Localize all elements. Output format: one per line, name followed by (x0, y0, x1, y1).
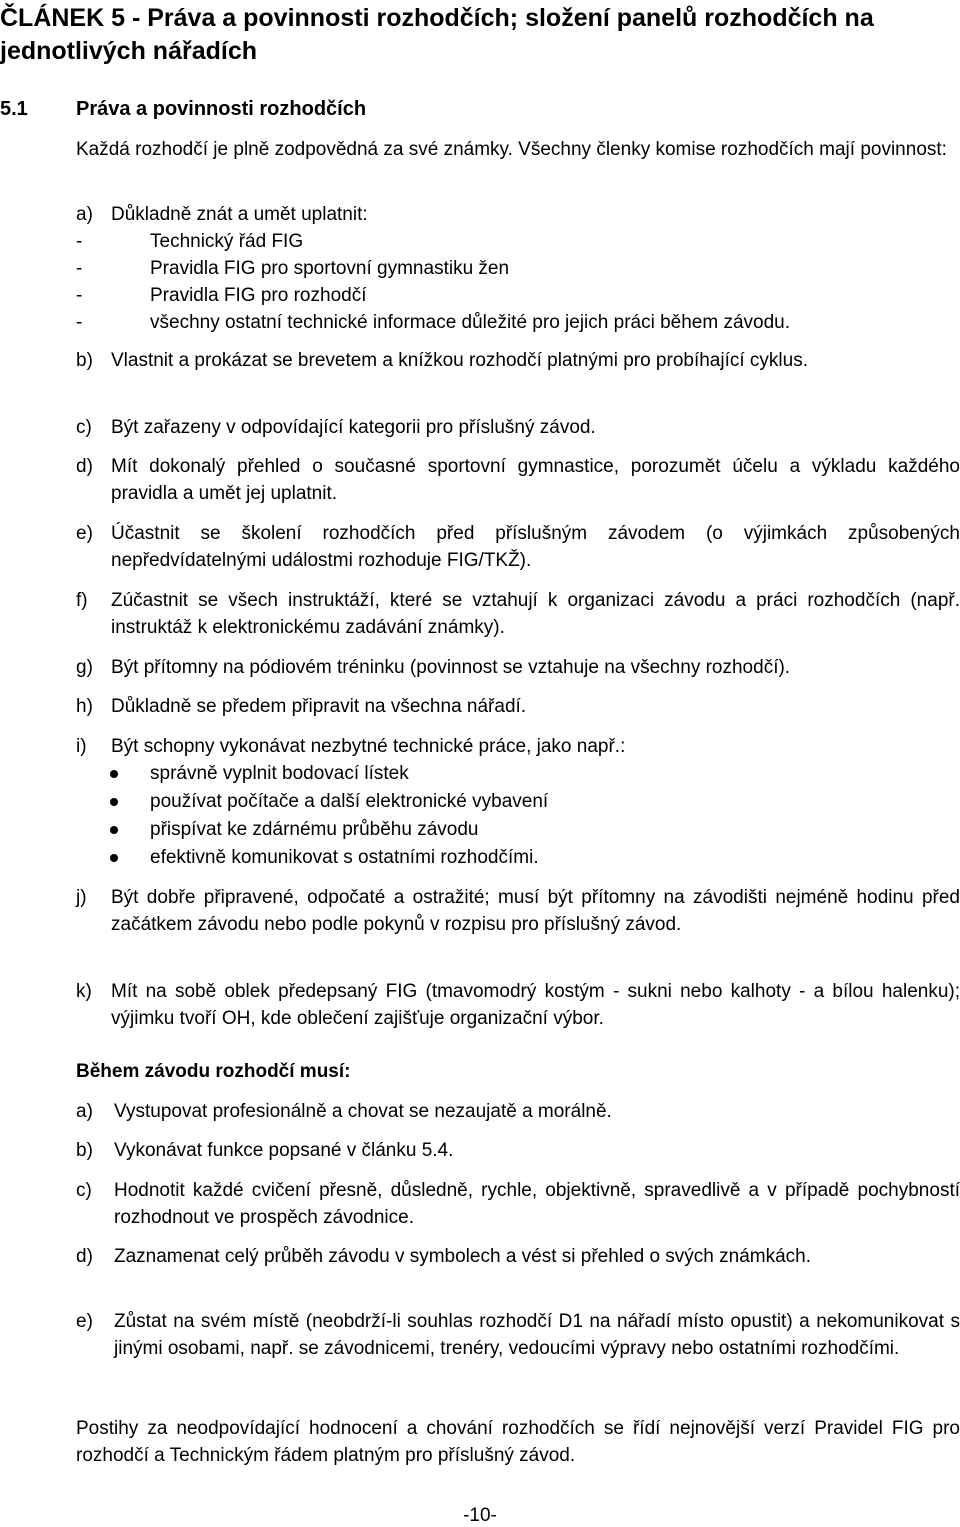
rule-item: Pravidla FIG pro sportovní gymnastiku žen (150, 258, 510, 279)
during-d-label: d) (76, 1246, 93, 1267)
duty-i-label: i) (76, 736, 87, 757)
bullet-icon (110, 770, 118, 778)
closing-paragraph: Postihy za neodpovídající hodnocení a chování rozhodčích se řídí nejnovější verzí Pravidel FIG pro rozhodčí a Technickým řádem platným pro příslušný závod. (76, 1418, 960, 1466)
duty-g-text: Být přítomny na pódiovém tréninku (povinnost se vztahuje na všechny rozhodčí). (111, 657, 791, 678)
duty-h-label: h) (76, 696, 93, 717)
duty-a-label: a) (76, 204, 93, 225)
during-c-text: Hodnotit každé cvičení přesně, důsledně, rychle, objektivně, spravedlivě a v případě pochybností rozhodnout ve prospěch závodnice. (114, 1180, 960, 1228)
rule-item: Technický řád FIG (150, 231, 304, 252)
during-heading: Během závodu rozhodčí musí: (76, 1061, 351, 1082)
during-e-label: e) (76, 1311, 93, 1332)
duty-h-text: Důkladně se předem připravit na všechna nářadí. (111, 696, 527, 717)
dash-marker: - (76, 285, 83, 306)
during-a-label: a) (76, 1101, 93, 1122)
article-title: ČLÁNEK 5 - Práva a povinnosti rozhodčích; složení panelů rozhodčích na jednotlivých nářadích (0, 4, 874, 65)
skill-item: přispívat ke zdárnému průběhu závodu (150, 819, 479, 840)
duty-k-label: k) (76, 981, 92, 1002)
bullet-icon (110, 798, 118, 806)
section-heading-text: Práva a povinnosti rozhodčích (76, 98, 367, 120)
during-b-label: b) (76, 1140, 93, 1161)
duty-i-text: Být schopny vykonávat nezbytné technické práce, jako např.: (111, 736, 626, 757)
duty-f-label: f) (76, 590, 88, 611)
duty-c-text: Být zařazeny v odpovídající kategorii pro příslušný závod. (111, 417, 596, 438)
skill-item: používat počítače a další elektronické vybavení (150, 791, 549, 812)
section-number: 5.1 (0, 98, 28, 120)
duty-b-text: Vlastnit a prokázat se brevetem a knížkou rozhodčí platnými pro probíhající cyklus. (111, 350, 808, 371)
during-a-text: Vystupovat profesionálně a chovat se nezaujatě a morálně. (114, 1101, 612, 1122)
dash-marker: - (76, 258, 83, 279)
duty-e-label: e) (76, 523, 93, 544)
bullet-icon (110, 826, 118, 834)
duty-j-text: Být dobře připravené, odpočaté a ostražité; musí být přítomny na závodišti nejméně hodinu před začátkem závodu nebo podle pokynů v rozpisu pro příslušný závod. (111, 887, 960, 935)
duty-c-label: c) (76, 417, 92, 438)
duty-d-text: Mít dokonalý přehled o současné sportovní gymnastice, porozumět účelu a výkladu každého pravidla a umět jej uplatnit. (111, 456, 960, 504)
skill-item: efektivně komunikovat s ostatními rozhodčími. (150, 847, 539, 868)
duty-f-text: Zúčastnit se všech instruktáží, které se vztahují k organizaci závodu a práci rozhodčích (např. instruktáž k elektronickému zadávání známky). (111, 590, 960, 638)
during-d-text: Zaznamenat celý průběh závodu v symbolech a vést si přehled o svých známkách. (114, 1246, 812, 1267)
duty-e-text: Účastnit se školení rozhodčích před příslušným závodem (o výjimkách způsobených nepředvídatelnými událostmi rozhoduje FIG/TKŽ). (111, 523, 960, 571)
during-b-text: Vykonávat funkce popsané v článku 5.4. (114, 1140, 454, 1161)
dash-marker: - (76, 312, 83, 333)
bullet-icon (110, 854, 118, 862)
rule-item: všechny ostatní technické informace důležité pro jejich práci během závodu. (150, 312, 791, 333)
duty-g-label: g) (76, 657, 93, 678)
dash-marker: - (76, 231, 83, 252)
intro-paragraph: Každá rozhodčí je plně zodpovědná za své známky. Všechny členky komise rozhodčích mají povinnost: (76, 139, 947, 160)
rule-item: Pravidla FIG pro rozhodčí (150, 285, 367, 306)
duty-b-label: b) (76, 350, 93, 371)
duty-d-label: d) (76, 456, 93, 477)
duty-a-text: Důkladně znát a umět uplatnit: (111, 204, 368, 225)
duty-j-label: j) (76, 887, 87, 908)
during-e-text: Zůstat na svém místě (neobdrží-li souhlas rozhodčí D1 na nářadí místo opustit) a nekomunikovat s jinými osobami, např. se závodnicemi, trenéry, vedoucími výpravy nebo ostatními rozhodčími. (114, 1311, 960, 1359)
during-c-label: c) (76, 1180, 92, 1201)
skill-item: správně vyplnit bodovací lístek (150, 763, 409, 784)
duty-k-text: Mít na sobě oblek předepsaný FIG (tmavomodrý kostým - sukni nebo kalhoty - a bílou halenku); výjimku tvoří OH, kde oblečení zajišťuje organizační výbor. (111, 981, 960, 1029)
page-number: -10- (463, 1505, 497, 1526)
